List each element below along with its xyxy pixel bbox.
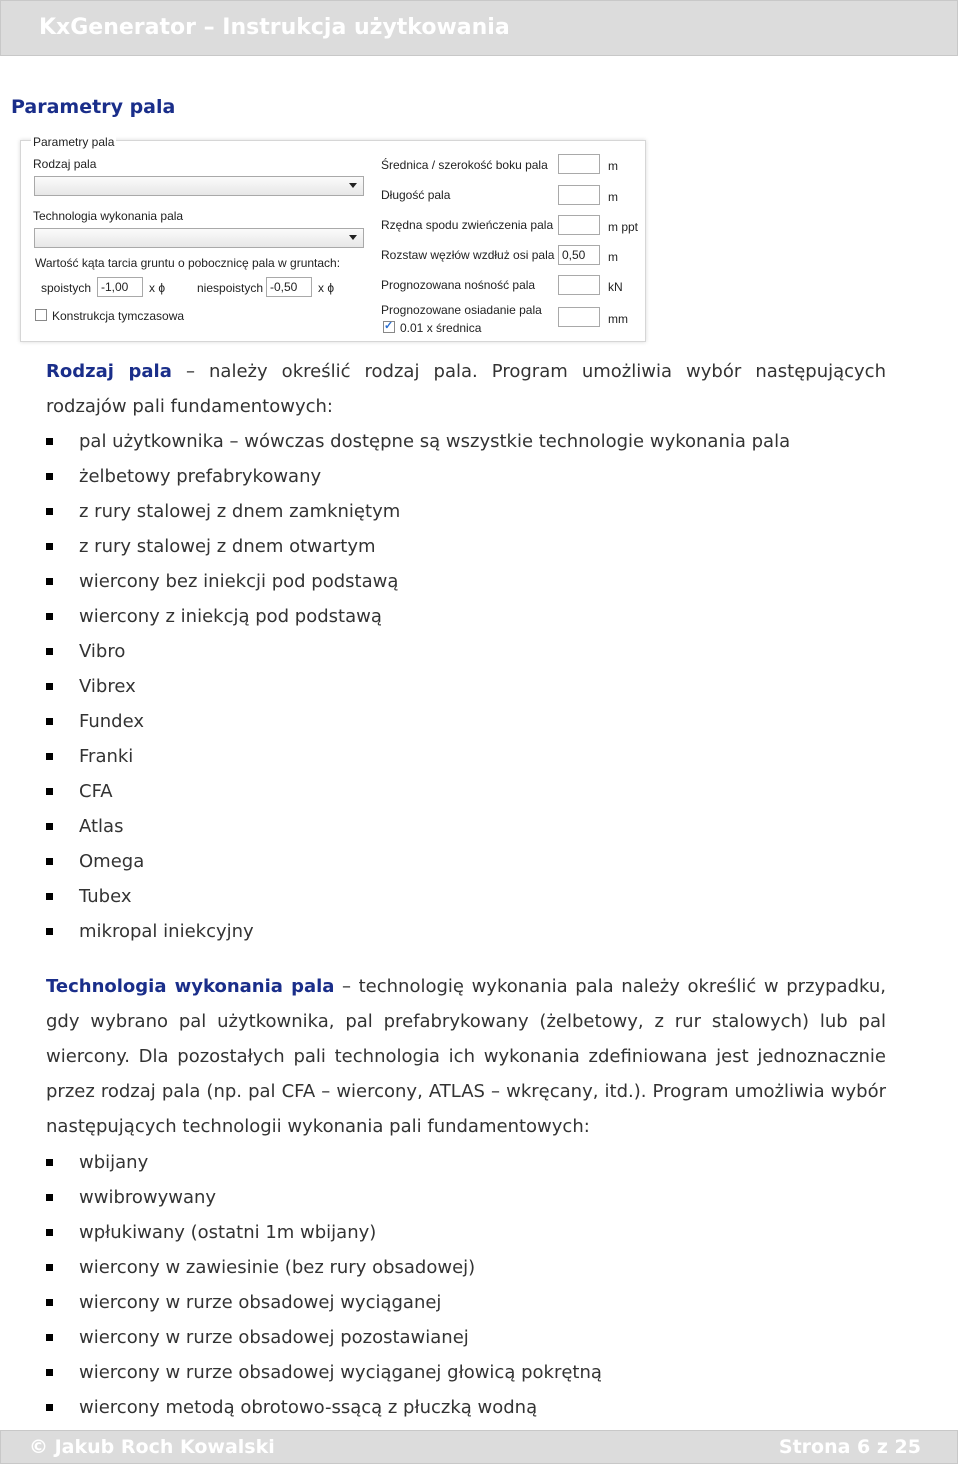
srednica-input[interactable]	[558, 154, 600, 174]
list-item: Atlas	[46, 809, 790, 844]
list-item: wwibrowywany	[46, 1180, 602, 1215]
field-label-srednica: Średnica / szerokość boku pala	[381, 158, 548, 172]
bullet-icon	[46, 858, 53, 865]
nosnosc-unit: kN	[608, 280, 623, 294]
rodzaj-combobox[interactable]	[34, 176, 364, 196]
niespoistych-unit: x ϕ	[318, 281, 335, 295]
list-item: wiercony w rurze obsadowej pozostawianej	[46, 1320, 602, 1355]
rzedna-unit: m ppt	[608, 220, 639, 234]
pile-parameters-panel	[20, 135, 646, 342]
list-item: wpłukiwany (ostatni 1m wbijany)	[46, 1215, 602, 1250]
list-item: wiercony w rurze obsadowej wyciąganej	[46, 1285, 602, 1320]
rodzaj-list	[46, 424, 790, 949]
list-item: Fundex	[46, 704, 790, 739]
rodzaj-label: Rodzaj pala	[33, 157, 97, 171]
bullet-icon	[46, 613, 53, 620]
page-header	[0, 0, 958, 56]
bullet-icon	[46, 473, 53, 480]
footer-author: © Jakub Roch Kowalski	[29, 1436, 275, 1458]
technologia-label: Technologia wykonania pala	[33, 209, 184, 223]
list-item: wiercony z iniekcją pod podstawą	[46, 599, 790, 634]
rzedna-input[interactable]	[558, 215, 600, 235]
dlugosc-unit: m	[608, 190, 618, 204]
bullet-icon	[46, 648, 53, 655]
technologia-paragraph	[46, 969, 886, 1144]
bullet-icon	[46, 508, 53, 515]
list-item: Tubex	[46, 879, 790, 914]
footer-page-number: Strona 6 z 25	[778, 1436, 921, 1458]
srednica-factor-checkbox[interactable]	[383, 321, 395, 333]
list-item: wbijany	[46, 1145, 602, 1180]
nosnosc-input[interactable]	[558, 275, 600, 295]
srednica-unit: m	[608, 159, 618, 173]
bullet-icon	[46, 718, 53, 725]
bullet-icon	[46, 1159, 53, 1166]
niespoistych-label: niespoistych	[197, 281, 264, 295]
bullet-icon	[46, 1404, 53, 1411]
chevron-down-icon	[349, 235, 357, 240]
konstrukcja-label: Konstrukcja tymczasowa	[52, 309, 185, 323]
bullet-icon	[46, 1299, 53, 1306]
list-item: mikropal iniekcyjny	[46, 914, 790, 949]
bullet-icon	[46, 893, 53, 900]
spoistych-input[interactable]: -1,00	[97, 277, 143, 297]
bullet-icon	[46, 928, 53, 935]
list-item: Vibrex	[46, 669, 790, 704]
list-item: wiercony w rurze obsadowej wyciąganej głowicą pokrętną	[46, 1355, 602, 1390]
field-label-rozstaw: Rozstaw węzłów wzdłuż osi pala	[381, 248, 555, 262]
chevron-down-icon	[349, 183, 357, 188]
spoistych-label: spoistych	[41, 281, 92, 295]
list-item: wiercony bez iniekcji pod podstawą	[46, 564, 790, 599]
bullet-icon	[46, 1264, 53, 1271]
rodzaj-paragraph	[46, 354, 886, 424]
spoistych-unit: x ϕ	[149, 281, 166, 295]
header-title: KxGenerator – Instrukcja użytkowania	[39, 15, 510, 40]
list-item: Vibro	[46, 634, 790, 669]
rozstaw-unit: m	[608, 250, 618, 264]
niespoistych-input[interactable]: -0,50	[266, 277, 312, 297]
field-label-nosnosc: Prognozowana nośność pala	[381, 278, 536, 292]
list-item: Franki	[46, 739, 790, 774]
list-item: z rury stalowej z dnem otwartym	[46, 529, 790, 564]
page-footer	[0, 1430, 958, 1464]
list-item: wiercony metodą obrotowo-ssącą z płuczką wodną	[46, 1390, 602, 1425]
list-item: z rury stalowej z dnem zamkniętym	[46, 494, 790, 529]
bullet-icon	[46, 1229, 53, 1236]
osiadanie-unit: mm	[608, 312, 628, 326]
konstrukcja-checkbox[interactable]	[35, 309, 47, 321]
osiadanie-input[interactable]	[558, 307, 600, 327]
list-item: pal użytkownika – wówczas dostępne są wszystkie technologie wykonania pala	[46, 424, 790, 459]
technologia-text: – technologię wykonania pala należy określić w przypadku, gdy wybrano pal użytkownika, pal prefabrykowany (żelbetowy, z rur stalowych) lub pal wiercony. Dla pozostałych pali technologia ich wykonania zdefiniowana jest jednoznacznie przez rodzaj pala (np. pal CFA – wiercony, ATLAS – wkręcany, itd.). Program umożliwia wybór następujących technologii wykonania pali fundamentowych:	[46, 976, 887, 1137]
field-label-dlugosc: Długość pala	[381, 188, 451, 202]
bullet-icon	[46, 543, 53, 550]
bullet-icon	[46, 823, 53, 830]
bullet-icon	[46, 683, 53, 690]
rodzaj-text: – należy określić rodzaj pala. Program umożliwia wybór następujących rodzajów pali fundamentowych:	[46, 361, 886, 417]
list-item: Omega	[46, 844, 790, 879]
rozstaw-input[interactable]: 0,50	[558, 245, 600, 265]
list-item: CFA	[46, 774, 790, 809]
bullet-icon	[46, 753, 53, 760]
bullet-icon	[46, 578, 53, 585]
dlugosc-input[interactable]	[558, 185, 600, 205]
bullet-icon	[46, 788, 53, 795]
section-title: Parametry pala	[11, 96, 176, 118]
list-item: wiercony w zawiesinie (bez rury obsadowej)	[46, 1250, 602, 1285]
list-item: żelbetowy prefabrykowany	[46, 459, 790, 494]
bullet-icon	[46, 438, 53, 445]
group-title: Parametry pala	[33, 135, 115, 149]
bullet-icon	[46, 1369, 53, 1376]
friction-label: Wartość kąta tarcia gruntu o pobocznicę pala w gruntach:	[35, 256, 341, 270]
field-label-osiadanie: Prognozowane osiadanie pala	[381, 303, 542, 317]
technologia-heading: Technologia wykonania pala	[46, 976, 335, 997]
technologia-combobox[interactable]	[34, 228, 364, 248]
srednica-factor-label: 0.01 x średnica	[400, 321, 482, 335]
technologia-list	[46, 1145, 602, 1425]
rodzaj-heading: Rodzaj pala	[46, 361, 172, 382]
bullet-icon	[46, 1194, 53, 1201]
field-label-rzedna: Rzędna spodu zwieńczenia pala	[381, 218, 554, 232]
bullet-icon	[46, 1334, 53, 1341]
